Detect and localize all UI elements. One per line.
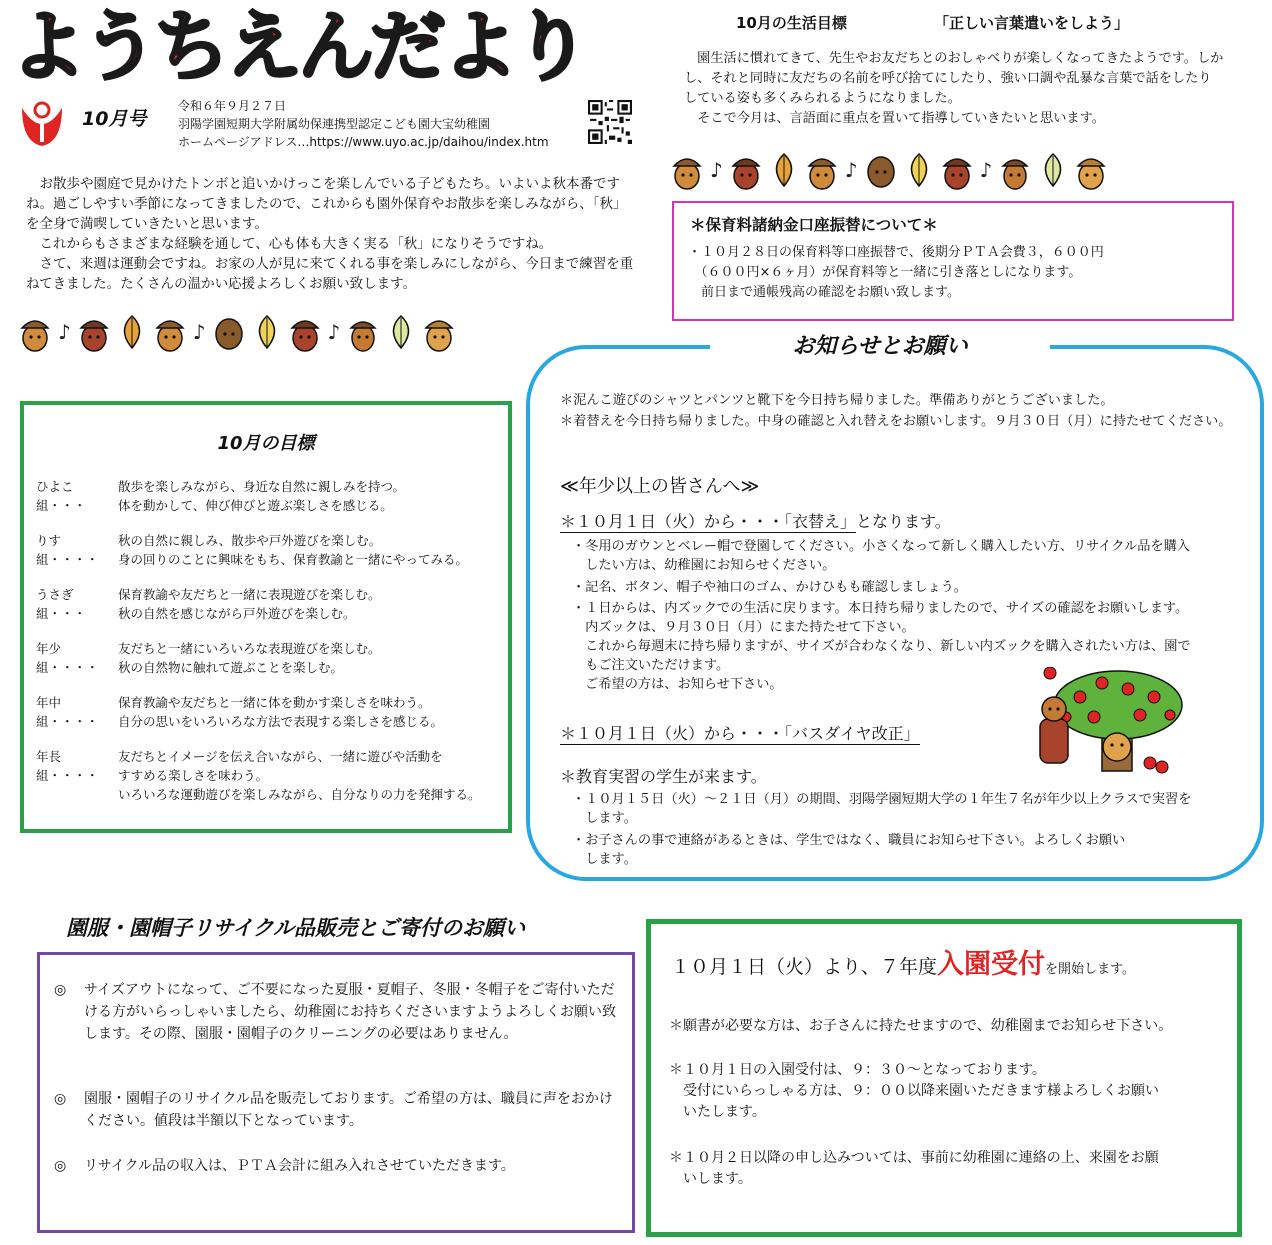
acorn-character-icon [1076,150,1106,190]
target-text: 保育教諭や友だちと一緒に表現遊びを楽しむ。 秋の自然を感じながら戸外遊びを楽しむ。 [118,587,381,621]
music-note-icon: ♪ [844,158,858,182]
decoration-strip [672,150,1106,190]
target-row [36,477,498,515]
target-row [36,639,498,677]
bus-heading-row [560,724,920,744]
autumn-leaf-icon [1038,150,1068,190]
target-row [36,747,498,804]
music-note-icon: ♪ [979,158,993,182]
school-logo-icon [18,98,66,148]
recycle-box [37,952,635,1233]
issue-number: 10月号 [82,108,147,130]
target-group: 年長組・・・・ [36,749,99,783]
notice-title: お知らせとお願い [710,329,1050,360]
target-group: 年中組・・・・ [36,695,99,729]
target-text: 友だちとイメージを伝え合いながら、一緒に遊びや活動を すすめる楽しさを味わう。 いろいろな運動遊びを楽しみながら、自分なりの力を発揮する。 [118,749,481,802]
recycle-item [54,1088,624,1134]
newsletter-title: ようちえんだより [10,2,586,91]
school-name: 羽陽学園短期大学附属幼保連携型認定こども園大宝幼稚園 [178,117,491,131]
change-item: ・冬用のガウンとベレー帽で登園してください。小さくなって新しく購入したい方、リサイクル品を購入 したい方は、幼稚園にお知らせください。 [572,539,1190,573]
autumn-leaf-icon [117,312,147,352]
acorn-character-icon [214,312,244,352]
autumn-leaf-icon [252,312,282,352]
target-group: りす組・・・・ [36,533,99,567]
homepage-address: ホームページアドレス…https://www.uyo.ac.jp/daihou/index.htm [178,135,549,149]
apple-tree-illustration [1030,667,1200,777]
enrollment-item: ＊願書が必要な方は、お子さんに持たせますので、幼稚園までお知らせ下さい。 [669,1018,1173,1034]
enrollment-item: ＊１０月２日以降の申し込みついては、事前に幼稚園に連絡の上、来園をお願 いします。 [669,1150,1159,1187]
decoration-strip [20,312,454,352]
target-group: ひよこ組・・・ [36,479,87,513]
notice-box [526,334,1264,881]
acorn-character-icon [672,150,702,190]
enrollment-item: ＊１０月１日の入園受付は、９：３０～となっております。 受付にいらっしゃる方は、９：００以降来園いただきます様よろしくお願い いたします。 [669,1062,1159,1120]
life-goal-text: 園生活に慣れてきて、先生やお友だちとのおしゃべりが楽しくなってきたようです。しかし、それと同時に友だちの名前を呼び捨てにしたり、強い口調や乱暴な言葉で話をしたりしている姿も多くみられるようになりました。 そこで今月は、言語面に重点を置いて指導していきたいと思います。 [684,51,1224,126]
monthly-target-title: 10月の目標 [217,433,315,454]
bullet-marker: ◎ [54,1091,67,1107]
recycle-text: リサイクル品の収入は、ＰＴＡ会計に組み入れさせていただきます。 [84,1158,515,1174]
enrollment-headline [671,942,1135,981]
target-text: 友だちと一緒にいろいろな表現遊びを楽しむ。 秋の自然物に触れて遊ぶことを楽しむ。 [118,641,381,675]
music-note-icon: ♪ [327,320,341,344]
life-goal-heading: 10月の生活目標 [736,14,847,32]
target-row [36,585,498,623]
recycle-title: 園服・園帽子リサイクル品販売とご寄付のお願い [66,916,526,940]
practicum-item: ・１０月１５日（火）～２１日（月）の期間、羽陽学園短期大学の１年生７名が年少以上クラスで実習を します。 [572,792,1192,826]
bullet-marker: ◎ [54,982,67,998]
autumn-leaf-icon [769,150,799,190]
target-text: 散歩を楽しみながら、身近な自然に親しみを持つ。 体を動かして、伸び伸びと遊ぶ楽しさを感じる。 [118,479,406,513]
practicum-heading: ＊教育実習の学生が来ます。 [560,767,767,786]
practicum-item: ・お子さんの事で連絡があるときは、学生ではなく、職員にお知らせ下さい。よろしくお願い します。 [572,833,1126,867]
acorn-character-icon [942,150,972,190]
bullet-marker: ◎ [54,1158,67,1174]
life-goal-theme: 「正しい言葉遣いをしよう」 [934,14,1130,32]
acorn-character-icon [79,312,109,352]
recycle-text: 園服・園帽子のリサイクル品を販売しております。ご希望の方は、職員に声をおかけください。値段は半額以下となっています。 [84,1091,613,1129]
older-heading: ≪年少以上の皆さんへ≫ [560,476,760,497]
enrollment-tail: を開始します。 [1045,962,1135,977]
acorn-character-icon [20,312,50,352]
recycle-item [54,1155,624,1179]
music-note-icon: ♪ [192,320,206,344]
acorn-character-icon [155,312,185,352]
recycle-text: サイズアウトになって、ご不要になった夏服・夏帽子、冬服・冬帽子をご寄付いただける方がいらっしゃいましたら、幼稚園にお持ちくださいますようよろしくお願い致します。その際、園服・園帽子のクリーニングの必要はありません。 [84,982,616,1042]
qr-code-icon [588,100,632,144]
target-group: 年少組・・・・ [36,641,99,675]
fee-notice-box [672,201,1234,321]
monthly-target-box [20,401,512,833]
fee-notice-text: ・１０月２８日の保育料等口座振替で、後期分ＰＴＡ会費３，６００円 （６００円×６ヶ月）が保育料等と一緒に引き落としになります。 前日まで通帳残高の確認をお願い致します。 [688,245,1104,300]
change-item: ・１日からは、内ズックでの生活に戻ります。本日持ち帰りましたので、サイズの確認をお願いします。 内ズックは、９月３０日（月）にまた持たせて下さい。 これから毎週末に持ち帰りますが、サイズが合わなくなり、新しい内ズックを購入されたい方は、園で もご注文いただけます。 ご希望の方は、お知らせ下さい。 [572,601,1191,692]
acorn-character-icon [807,150,837,190]
autumn-leaf-icon [386,312,416,352]
acorn-character-icon [731,150,761,190]
acorn-character-icon [424,312,454,352]
enrollment-highlight: 入園受付 [937,949,1046,980]
fee-notice-title: ＊保育料諸納金口座振替について＊ [690,216,938,234]
enrollment-lead: １０月１日（火）より、７年度 [671,956,938,978]
target-text: 秋の自然に親しみ、散歩や戸外遊びを楽しむ。 身の回りのことに興味をもち、保育教諭と一緒にやってみる。 [118,533,469,567]
autumn-leaf-icon [904,150,934,190]
notice-item: ＊着替えを今日持ち帰りました。中身の確認と入れ替えをお願いします。９月３０日（月）に持たせてください。 [560,414,1232,429]
target-row [36,693,498,731]
target-group: うさぎ組・・・ [36,587,87,621]
school-info [178,97,549,151]
acorn-character-icon [1000,150,1030,190]
change-suffix: となります。 [856,512,951,531]
recycle-item [54,979,624,1069]
target-text: 保育教諭や友だちと一緒に体を動かす楽しさを味わう。 自分の思いをいろいろな方法で表現する楽しさを感じる。 [118,695,444,729]
notice-item: ＊泥んこ遊びのシャツとパンツと靴下を今日持ち帰りました。準備ありがとうございました。 [560,393,1114,408]
change-heading-row [560,512,951,532]
music-note-icon: ♪ [710,158,723,182]
enrollment-box [646,919,1242,1237]
target-row [36,531,498,569]
acorn-character-icon [866,150,896,190]
acorn-character-icon [290,312,320,352]
music-note-icon: ♪ [58,320,71,344]
change-heading: ＊１０月１日（火）から・・・「衣替え」 [560,512,857,531]
intro-paragraph: お散歩や園庭で見かけたトンボと追いかけっこを楽しんでいる子どもたち。いよいよ秋本番ですね。過ごしやすい季節になってきましたので、これからも園外保育やお散歩を楽しみながら、「秋」を全身で満喫していきたいと思います。 これからもさまざまな経験を通して、心も体も大きく実る「秋」になりそうですね。 さて、来週は運動会ですね。お家の人が見に来てくれる事を楽しみにしながら、今日まで練習を重ねてきました。たくさんの温かい応援よろしくお願い致します。 [26,176,634,292]
acorn-character-icon [348,312,378,352]
issue-date: 令和６年９月２７日 [178,99,287,113]
change-item: ・記名、ボタン、帽子や袖口のゴム、かけひもも確認しましょう。 [572,580,967,595]
bus-heading: ＊１０月１日（火）から・・・「バスダイヤ改正」 [560,724,920,743]
